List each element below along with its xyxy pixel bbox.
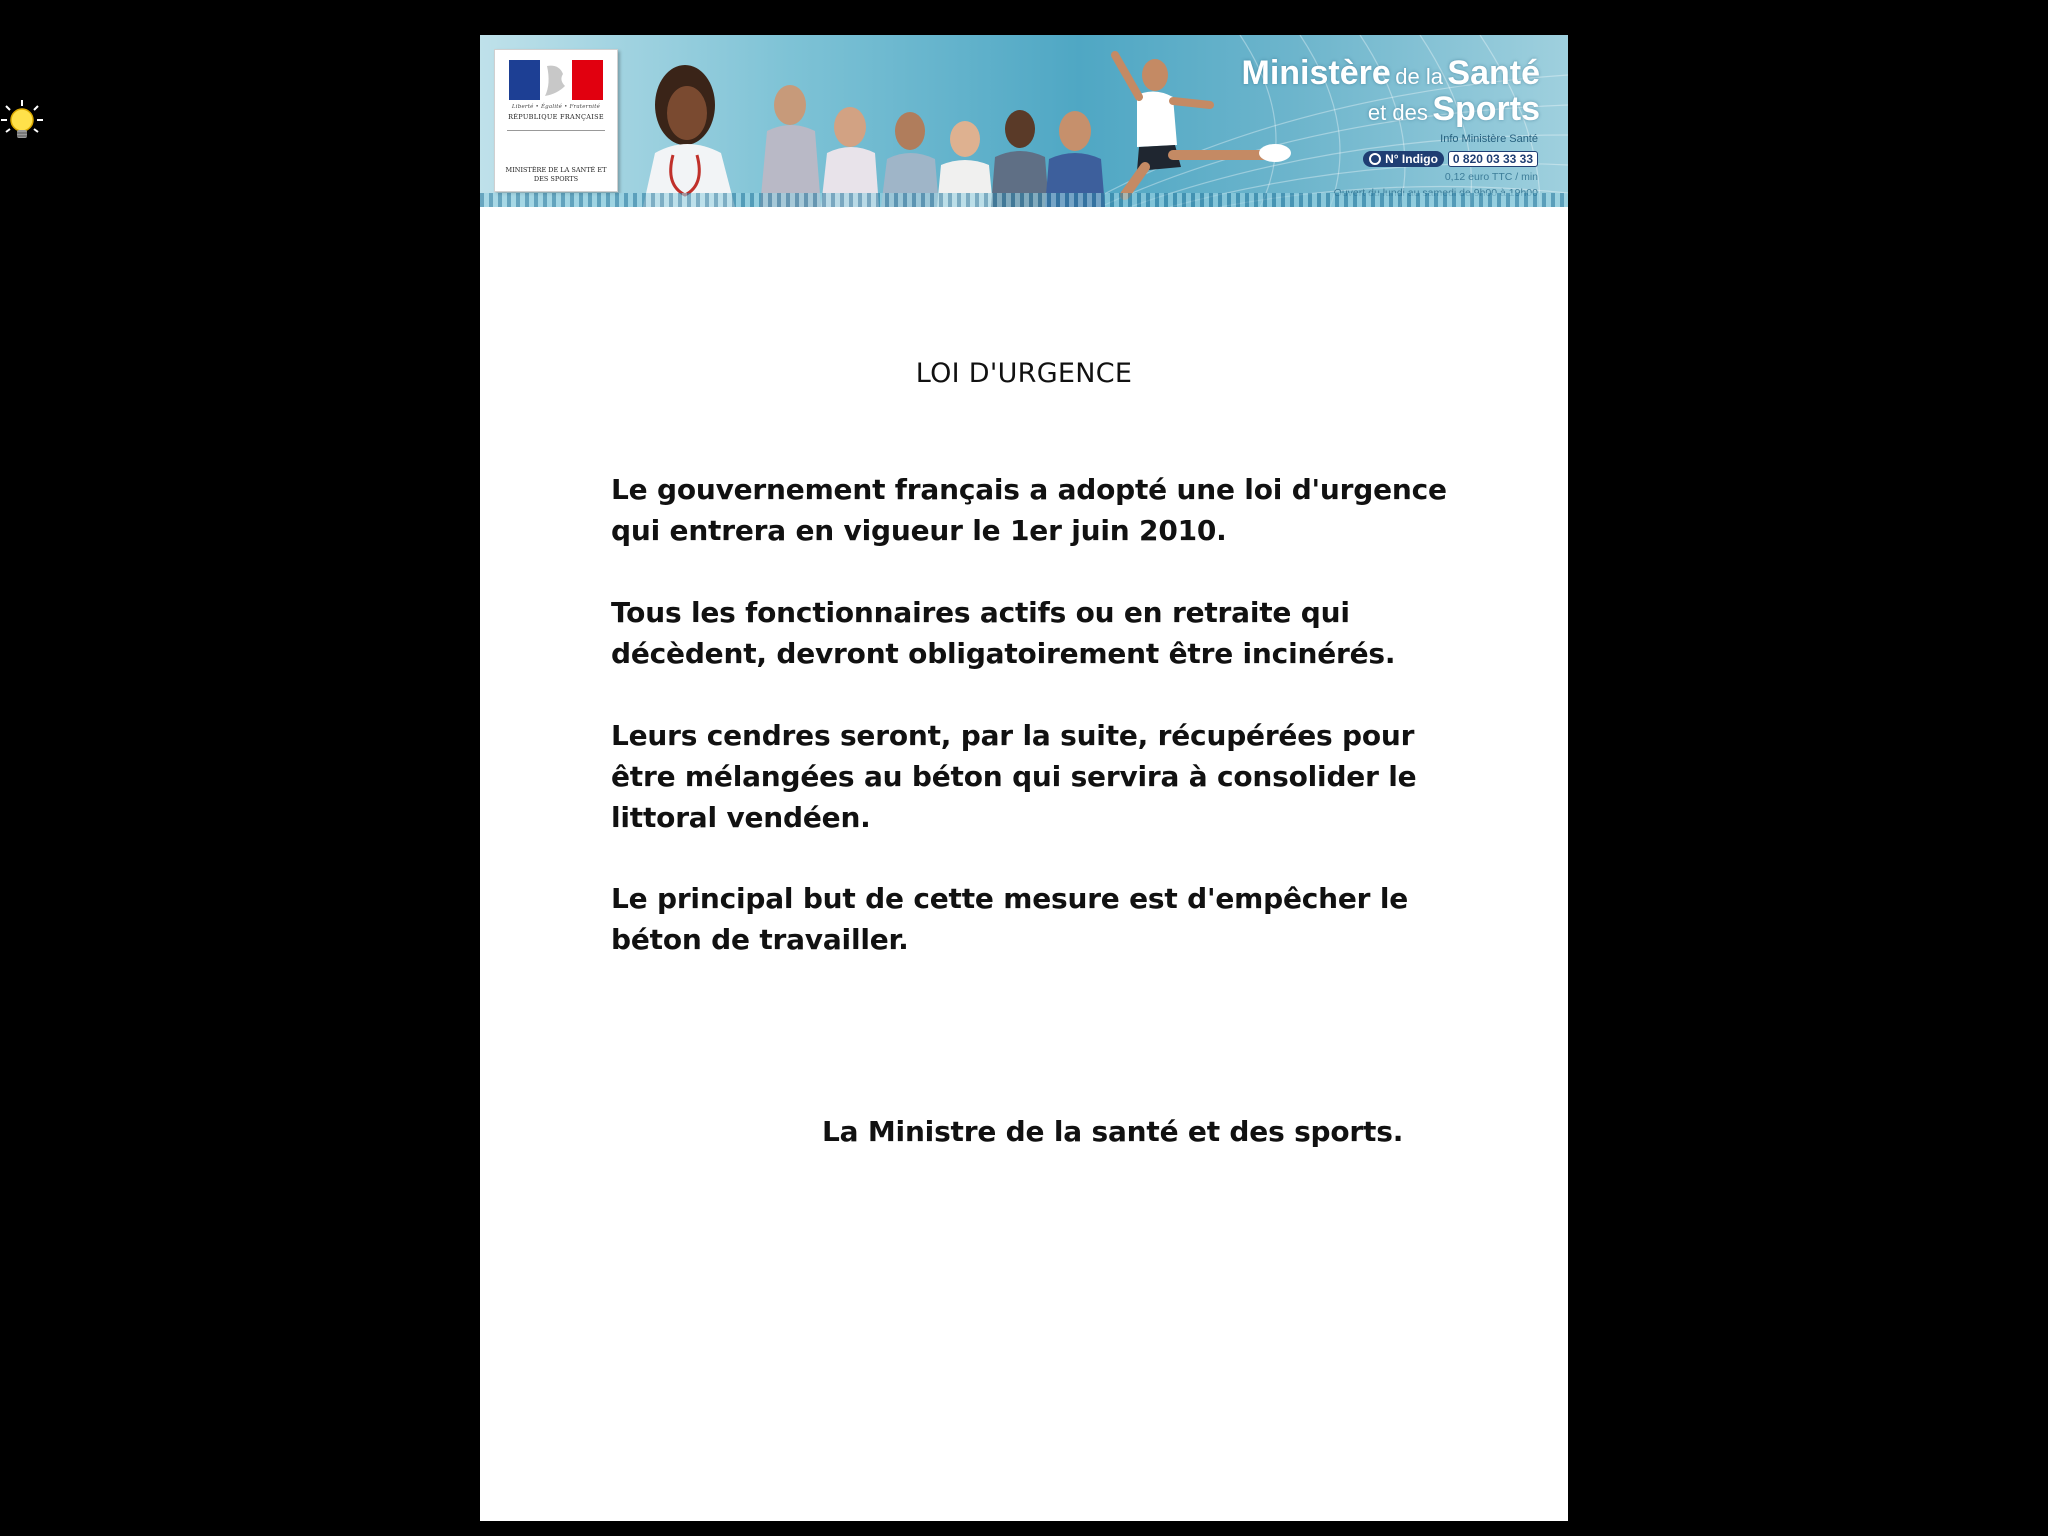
indigo-logo-icon bbox=[1369, 153, 1381, 165]
marianne-flag-icon bbox=[509, 60, 603, 100]
indigo-number: 0 820 03 33 33 bbox=[1448, 151, 1538, 167]
signature: La Ministre de la santé et des sports. bbox=[822, 1115, 1404, 1148]
brand-word-sports: Sports bbox=[1432, 90, 1540, 128]
republique-logo bbox=[494, 49, 618, 192]
paragraph-3: Leurs cendres seront, par la suite, récupérées pour être mélangées au béton qui servira à consolider le littoral vendéen. bbox=[611, 719, 1417, 834]
brand-word-de-la: de la bbox=[1395, 64, 1443, 89]
ministry-banner bbox=[480, 35, 1568, 207]
brand-word-sante: Santé bbox=[1447, 54, 1540, 92]
paragraph-4: Le principal but de cette mesure est d'empêcher le béton de travailler. bbox=[611, 882, 1409, 956]
paragraph-2: Tous les fonctionnaires actifs ou en retraite qui décèdent, devront obligatoirement être incinérés. bbox=[611, 596, 1396, 670]
ministry-brand-title bbox=[1242, 55, 1540, 127]
paragraph-1: Le gouvernement français a adopté une loi d'urgence qui entrera en vigueur le 1er juin 2010. bbox=[611, 473, 1447, 547]
document-page bbox=[480, 35, 1568, 1521]
logo-divider bbox=[507, 130, 605, 131]
call-price: 0,12 euro TTC / min bbox=[1444, 171, 1538, 183]
brand-word-ministere: Ministère bbox=[1241, 54, 1391, 92]
banner-photo-people bbox=[625, 35, 1345, 207]
document-title: LOI D'URGENCE bbox=[915, 358, 1133, 389]
indigo-label: N° Indigo bbox=[1385, 152, 1438, 166]
brand-word-et-des: et des bbox=[1367, 100, 1428, 125]
lightbulb-icon[interactable] bbox=[0, 98, 44, 144]
banner-stripes bbox=[480, 193, 1568, 207]
indigo-phone bbox=[1363, 151, 1538, 167]
logo-republic: RÉPUBLIQUE FRANÇAISE bbox=[508, 113, 604, 121]
info-ministere: Info Ministère Santé bbox=[1440, 133, 1538, 145]
logo-motto: Liberté • Égalité • Fraternité bbox=[511, 104, 601, 110]
indigo-badge bbox=[1363, 151, 1444, 167]
logo-ministry: MINISTÈRE DE LA SANTÉ ET DES SPORTS bbox=[505, 166, 607, 183]
